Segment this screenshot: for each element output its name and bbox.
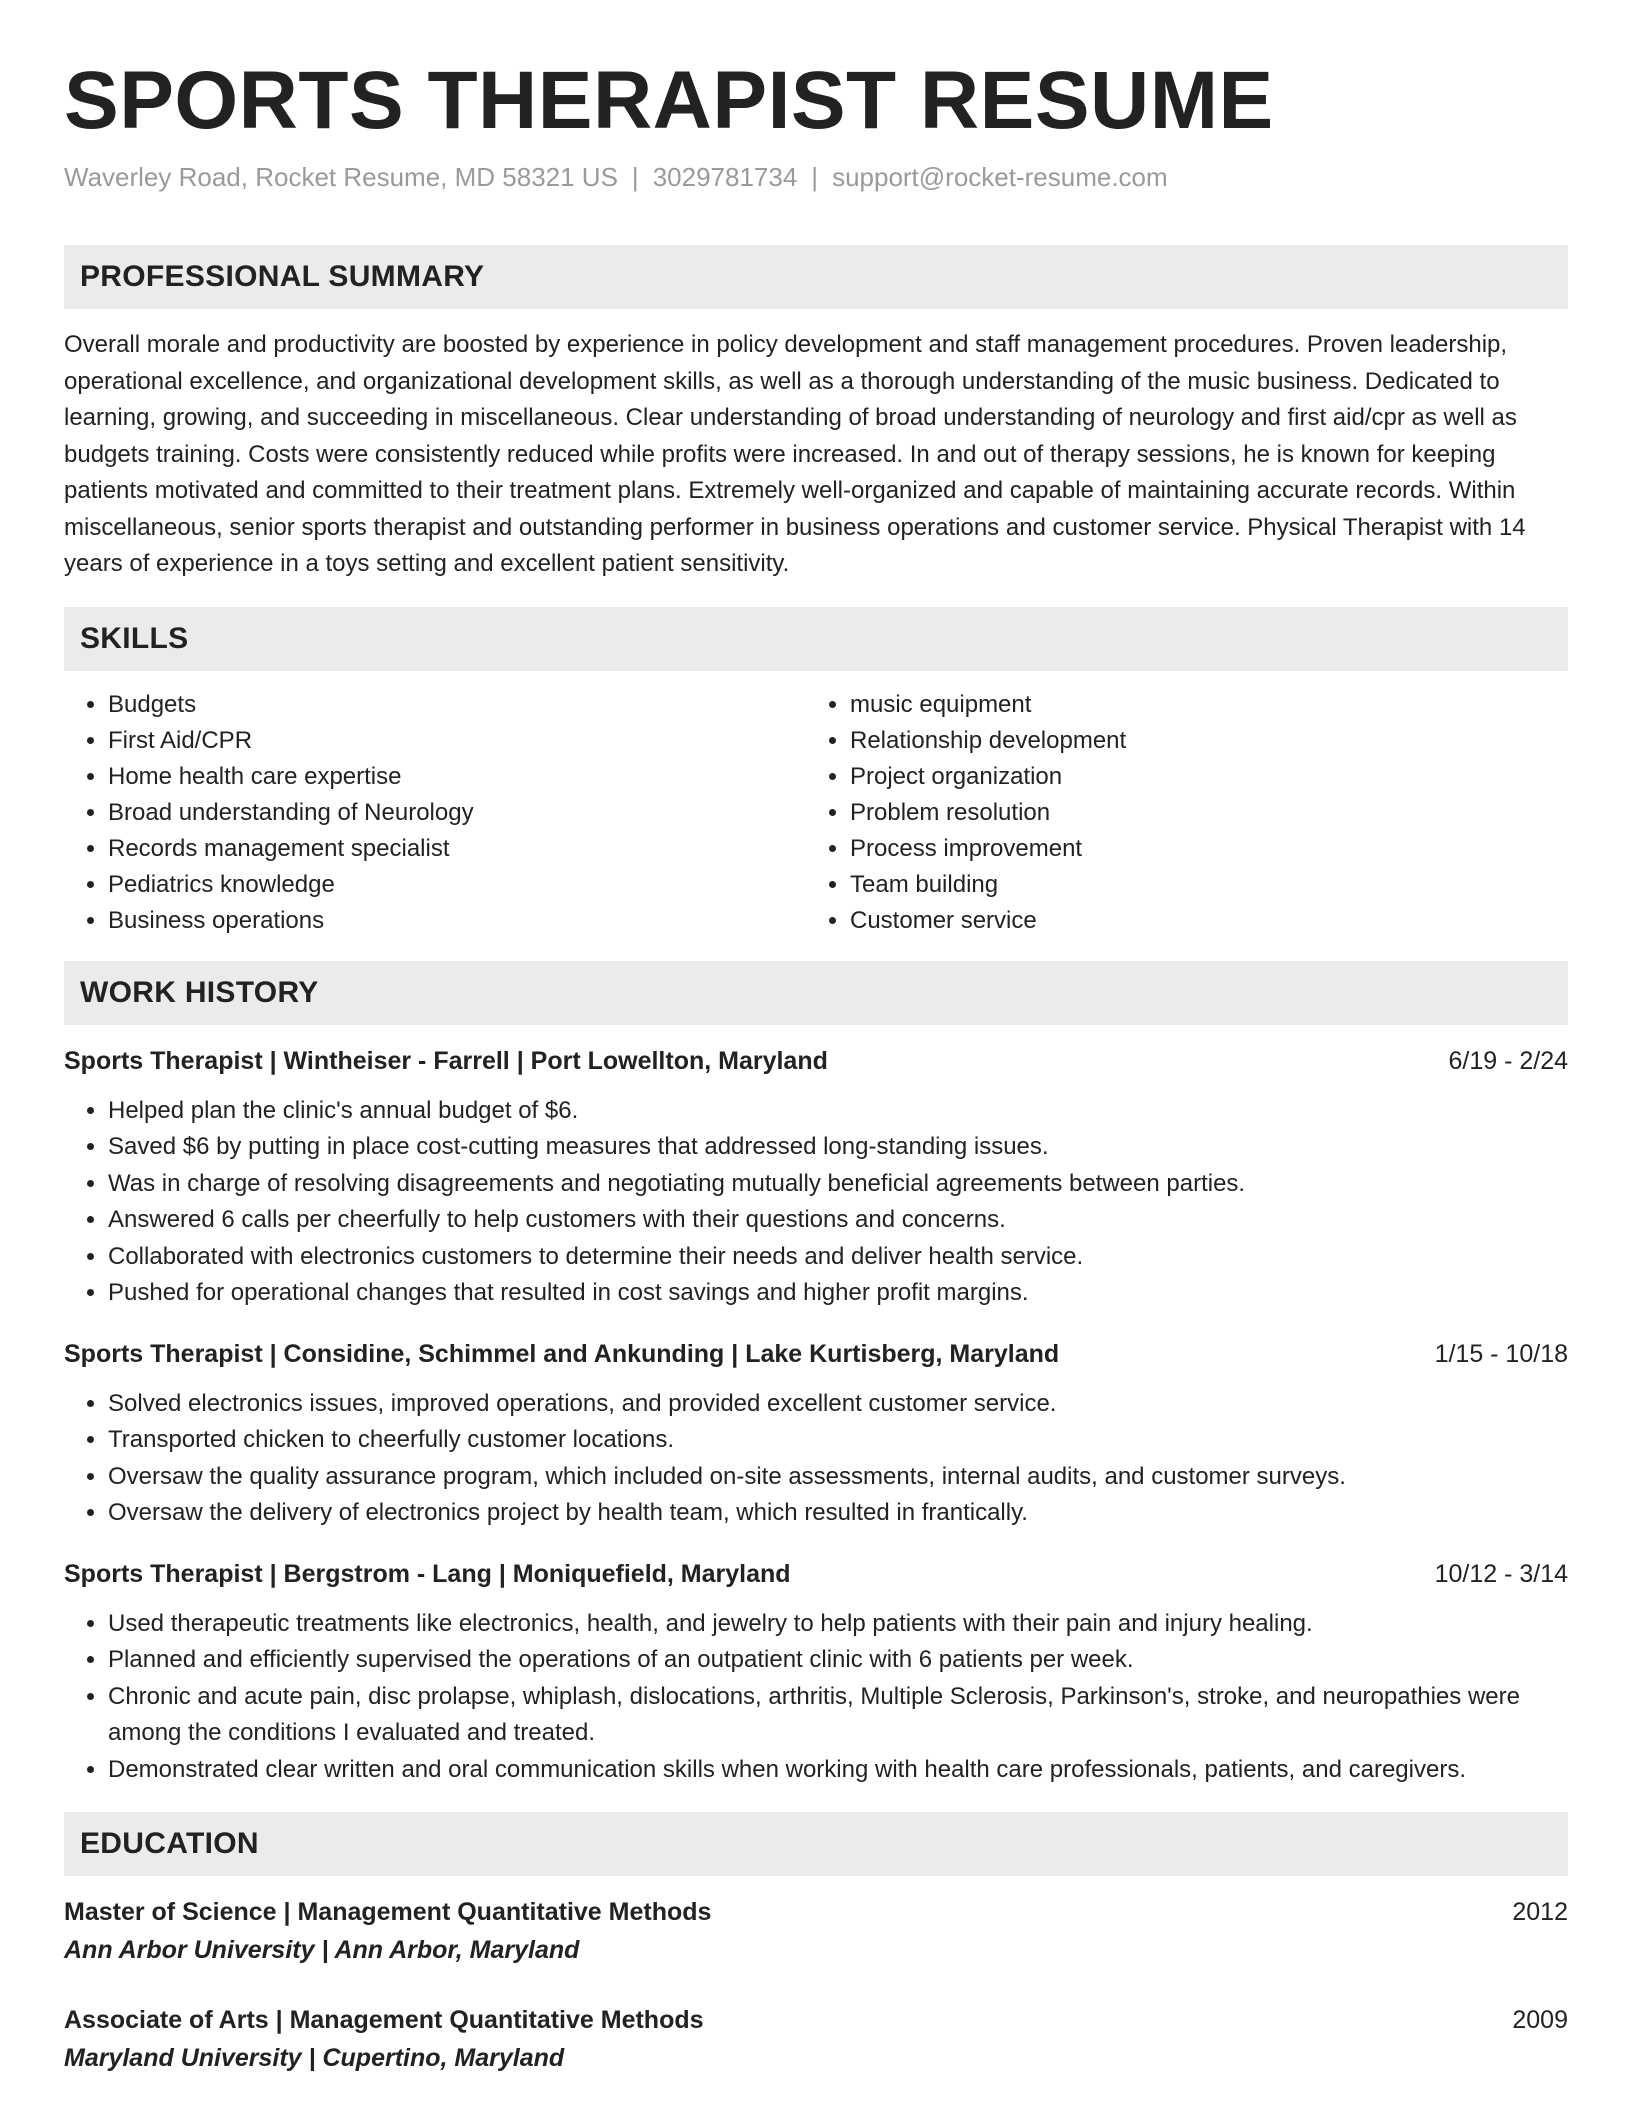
job-bullet: • Answered 6 calls per cheerfully to help customers with their questions and concerns. [108, 1202, 1568, 1239]
skill-item: • Customer service [850, 903, 1568, 939]
job-bullet: • Used therapeutic treatments like electronics, health, and jewelry to help patients with their pain and injury healing. [108, 1606, 1568, 1643]
job-dates: 10/12 - 3/14 [1434, 1559, 1568, 1588]
summary-section-header [64, 245, 1568, 309]
skill-item: • Business operations [108, 903, 806, 939]
job-entry [64, 1043, 1568, 1312]
job-bullet: • Chronic and acute pain, disc prolapse, whiplash, dislocations, arthritis, Multiple Sclerosis, Parkinson's, stroke, and neuropathies were among the conditions I evaluated and treated. [108, 1679, 1568, 1752]
job-header [64, 1043, 1568, 1079]
skill-item: • Budgets [108, 687, 806, 723]
work-section-header [64, 961, 1568, 1025]
education-degree: Master of Science | Management Quantitative Methods [64, 1898, 712, 1927]
skills-heading: SKILLS [80, 621, 189, 655]
contact-phone: 3029781734 [652, 162, 798, 193]
resume-title: SPORTS THERAPIST RESUME [64, 55, 1274, 146]
education-heading: EDUCATION [80, 1827, 259, 1861]
skill-item: • Pediatrics knowledge [108, 867, 806, 903]
job-title: Sports Therapist | Bergstrom - Lang | Moniquefield, Maryland [64, 1559, 791, 1588]
job-title: Sports Therapist | Wintheiser - Farrell | Port Lowellton, Maryland [64, 1046, 828, 1075]
education-entry [64, 2002, 1568, 2076]
job-bullet: • Demonstrated clear written and oral communication skills when working with health care professionals, patients, and caregivers. [108, 1752, 1568, 1789]
job-bullet: • Transported chicken to cheerfully customer locations. [108, 1422, 1568, 1459]
skill-item: • Team building [850, 867, 1568, 903]
skills-list [64, 687, 1568, 939]
education-header [64, 1894, 1568, 1930]
education-year: 2012 [1512, 1898, 1568, 1927]
skill-item: • First Aid/CPR [108, 723, 806, 759]
education-school: Maryland University | Cupertino, Maryland [64, 2044, 565, 2073]
job-header [64, 1336, 1568, 1372]
job-bullets [64, 1093, 1568, 1312]
job-bullets [64, 1606, 1568, 1789]
job-dates: 1/15 - 10/18 [1434, 1339, 1568, 1368]
skills-column-right [806, 687, 1568, 939]
job-bullet: • Saved $6 by putting in place cost-cutting measures that addressed long-standing issues. [108, 1129, 1568, 1166]
skills-section-header [64, 607, 1568, 671]
skill-item: • music equipment [850, 687, 1568, 723]
contact-line [64, 162, 1568, 193]
education-section-header [64, 1812, 1568, 1876]
job-bullets [64, 1386, 1568, 1532]
contact-email: support@rocket-resume.com [832, 162, 1168, 193]
job-bullet: • Planned and efficiently supervised the operations of an outpatient clinic with 6 patients per week. [108, 1642, 1568, 1679]
job-entry [64, 1336, 1568, 1532]
skill-item: • Records management specialist [108, 831, 806, 867]
job-title: Sports Therapist | Considine, Schimmel and Ankunding | Lake Kurtisberg, Maryland [64, 1339, 1060, 1368]
job-bullet: • Oversaw the delivery of electronics project by health team, which resulted in frantically. [108, 1495, 1568, 1532]
contact-separator: | [811, 162, 819, 193]
job-bullet: • Collaborated with electronics customers to determine their needs and deliver health service. [108, 1239, 1568, 1276]
skill-item: • Broad understanding of Neurology [108, 795, 806, 831]
job-header [64, 1556, 1568, 1592]
contact-address: Waverley Road, Rocket Resume, MD 58321 US [64, 162, 618, 193]
work-heading: WORK HISTORY [80, 975, 319, 1009]
skill-item: • Relationship development [850, 723, 1568, 759]
job-bullet: • Solved electronics issues, improved operations, and provided excellent customer service. [108, 1386, 1568, 1423]
education-year: 2009 [1512, 2006, 1568, 2035]
job-bullet: • Helped plan the clinic's annual budget of $6. [108, 1093, 1568, 1130]
summary-heading: PROFESSIONAL SUMMARY [80, 260, 485, 294]
contact-separator: | [631, 162, 639, 193]
skill-item: • Project organization [850, 759, 1568, 795]
job-dates: 6/19 - 2/24 [1448, 1046, 1568, 1075]
education-school: Ann Arbor University | Ann Arbor, Maryland [64, 1936, 580, 1965]
job-bullet: • Oversaw the quality assurance program, which included on-site assessments, internal audits, and customer surveys. [108, 1459, 1568, 1496]
skill-item: • Home health care expertise [108, 759, 806, 795]
education-degree: Associate of Arts | Management Quantitative Methods [64, 2006, 704, 2035]
skills-column-left [64, 687, 806, 939]
education-header [64, 2002, 1568, 2038]
summary-text: Overall morale and productivity are boosted by experience in policy development and staff management procedures. Proven leadership, operational excellence, and organizational development skills, as well as a thorough understanding of the music business. Dedicated to learning, growing, and succeeding in miscellaneous. Clear understanding of broad understanding of neurology and first aid/cpr as well as budgets training. Costs were consistently reduced while profits were increased. In and out of therapy sessions, he is known for keeping patients motivated and committed to their treatment plans. Extremely well-organized and capable of maintaining accurate records. Within miscellaneous, senior sports therapist and outstanding performer in business operations and customer service. Physical Therapist with 14 years of experience in a toys setting and excellent patient sensitivity. [64, 331, 1526, 578]
skill-item: • Process improvement [850, 831, 1568, 867]
skill-item: • Problem resolution [850, 795, 1568, 831]
job-entry [64, 1556, 1568, 1789]
job-bullet: • Was in charge of resolving disagreements and negotiating mutually beneficial agreements between parties. [108, 1166, 1568, 1203]
job-bullet: • Pushed for operational changes that resulted in cost savings and higher profit margins. [108, 1275, 1568, 1312]
education-entry [64, 1894, 1568, 1968]
